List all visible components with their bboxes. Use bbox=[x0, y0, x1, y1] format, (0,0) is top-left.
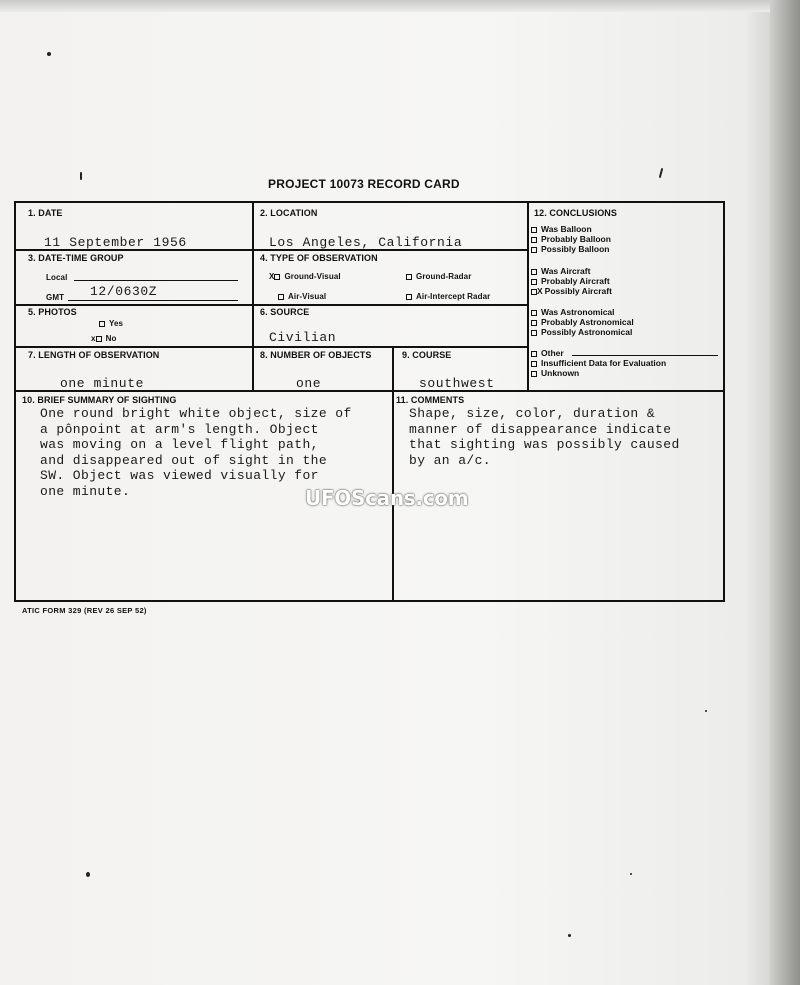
ground-visual-option: X Ground-Visual bbox=[269, 272, 341, 281]
scan-top-border bbox=[0, 0, 800, 12]
check-mark: X bbox=[269, 272, 275, 281]
length-label: 7. LENGTH OF OBSERVATION bbox=[28, 350, 160, 360]
gmt-value: 12/0630Z bbox=[90, 284, 158, 299]
dtg-label: 3. DATE-TIME GROUP bbox=[28, 253, 124, 263]
scan-speck bbox=[80, 172, 82, 180]
date-value: 11 September 1956 bbox=[44, 235, 187, 250]
checkbox-icon bbox=[531, 279, 537, 285]
air-intercept-option: Air-Intercept Radar bbox=[406, 292, 490, 301]
source-value: Civilian bbox=[269, 330, 337, 345]
comments-text bbox=[409, 406, 680, 468]
scan-right-edge bbox=[770, 0, 800, 985]
checkbox-icon bbox=[531, 330, 537, 336]
scan-speck bbox=[47, 52, 51, 56]
source-label: 6. SOURCE bbox=[260, 307, 310, 317]
summary-line: was moving on a level flight path, bbox=[40, 437, 319, 452]
length-value: one minute bbox=[60, 376, 145, 391]
local-field-line bbox=[74, 280, 238, 281]
checkbox-icon bbox=[531, 371, 537, 377]
checkbox-icon bbox=[96, 336, 102, 342]
conclusion-group-astronomical: Was Astronomical Probably Astronomical Possibly Astronomical bbox=[531, 307, 634, 337]
scan-speck bbox=[568, 934, 571, 937]
checkbox-icon bbox=[531, 310, 537, 316]
checkbox-icon bbox=[531, 247, 537, 253]
checkbox-icon bbox=[531, 361, 537, 367]
grid-line bbox=[527, 203, 529, 390]
comments-line: that sighting was possibly caused bbox=[409, 437, 680, 452]
photos-yes-option: Yes bbox=[99, 319, 123, 328]
air-visual-option: Air-Visual bbox=[278, 292, 326, 301]
summary-line: and disappeared out of sight in the bbox=[40, 452, 328, 468]
comments-line: manner of disappearance indicate bbox=[409, 421, 672, 437]
check-mark: x bbox=[91, 334, 96, 343]
location-label: 2. LOCATION bbox=[260, 208, 318, 218]
checkbox-icon bbox=[531, 269, 537, 275]
other-field-line bbox=[572, 355, 718, 356]
record-card bbox=[14, 201, 725, 602]
checkbox-icon bbox=[531, 237, 537, 243]
location-value: Los Angeles, California bbox=[269, 235, 463, 250]
checkbox-icon bbox=[406, 274, 412, 280]
gmt-label: GMT bbox=[46, 293, 65, 302]
checkbox-icon bbox=[531, 351, 537, 357]
scan-speck bbox=[86, 872, 90, 877]
form-number: ATIC FORM 329 (REV 26 SEP 52) bbox=[22, 606, 147, 615]
local-label: Local bbox=[46, 273, 68, 282]
grid-line bbox=[392, 347, 394, 600]
summary-line: one minute. bbox=[40, 483, 131, 499]
ground-radar-option: Ground-Radar bbox=[406, 272, 471, 281]
checkbox-icon bbox=[99, 321, 105, 327]
scan-speck bbox=[630, 873, 632, 875]
course-value: southwest bbox=[419, 376, 495, 391]
grid-line bbox=[16, 304, 527, 306]
num-objects-value: one bbox=[296, 376, 322, 391]
comments-line: by an a/c. bbox=[409, 452, 492, 468]
watermark: UFOScans.com bbox=[305, 486, 469, 510]
checkbox-icon bbox=[531, 320, 537, 326]
possibly-aircraft-mark: X bbox=[537, 286, 543, 296]
comments-line: Shape, size, color, duration & bbox=[409, 406, 656, 421]
course-label: 9. COURSE bbox=[402, 350, 452, 360]
conclusion-group-aircraft: Was Aircraft Probably Aircraft X Possibly Aircraft bbox=[531, 266, 612, 296]
checkbox-icon bbox=[278, 294, 284, 300]
checkbox-icon bbox=[274, 274, 280, 280]
photos-no-option: x No bbox=[91, 334, 117, 343]
summary-label: 10. BRIEF SUMMARY OF SIGHTING bbox=[22, 395, 177, 405]
photos-label: 5. PHOTOS bbox=[28, 307, 77, 317]
date-label: 1. DATE bbox=[28, 208, 63, 218]
num-objects-label: 8. NUMBER OF OBJECTS bbox=[260, 350, 372, 360]
comments-label: 11. COMMENTS bbox=[396, 395, 465, 405]
gmt-field-line bbox=[68, 300, 238, 301]
card-title: PROJECT 10073 RECORD CARD bbox=[268, 177, 460, 191]
type-observation-label: 4. TYPE OF OBSERVATION bbox=[260, 253, 378, 263]
conclusions-label: 12. CONCLUSIONS bbox=[534, 208, 618, 218]
checkbox-icon bbox=[406, 294, 412, 300]
scan-speck bbox=[705, 710, 707, 712]
conclusion-group-balloon: Was Balloon Probably Balloon Possibly Balloon bbox=[531, 224, 611, 254]
summary-line: a pônpoint at arm's length. Object bbox=[40, 421, 319, 437]
summary-line: One round bright white object, size of bbox=[40, 406, 352, 421]
grid-line bbox=[16, 346, 527, 348]
summary-line: SW. Object was viewed visually for bbox=[40, 468, 319, 483]
scan-speck bbox=[659, 168, 664, 178]
conclusion-group-other: Other Insufficient Data for Evaluation Unknown bbox=[531, 348, 666, 378]
checkbox-icon bbox=[531, 227, 537, 233]
grid-line bbox=[252, 203, 254, 390]
